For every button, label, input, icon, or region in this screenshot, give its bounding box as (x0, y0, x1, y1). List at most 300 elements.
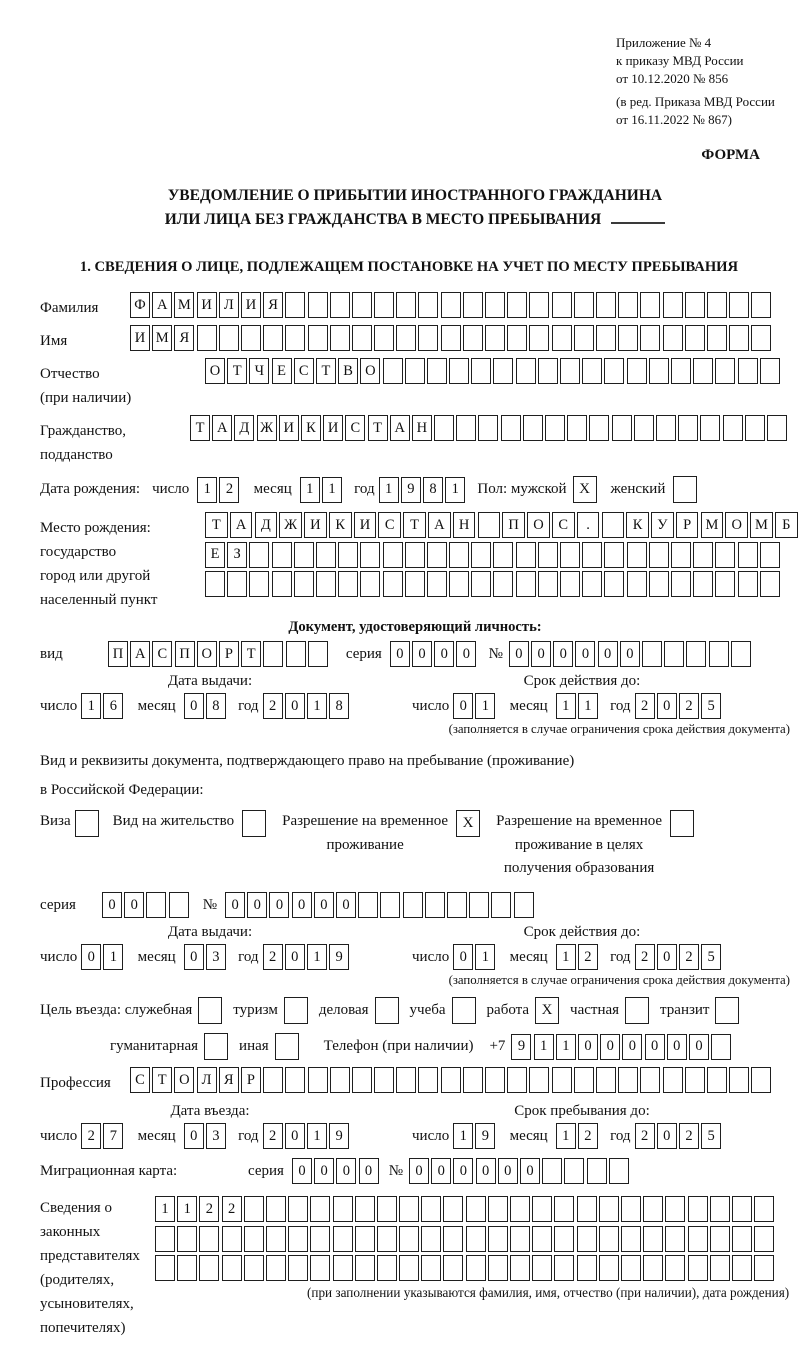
char-cell[interactable] (604, 542, 624, 568)
char-cell[interactable] (308, 641, 328, 667)
char-cell[interactable] (574, 325, 594, 351)
char-cell[interactable] (310, 1196, 330, 1222)
char-cell[interactable]: С (345, 415, 365, 441)
char-cell[interactable]: 0 (124, 892, 144, 918)
char-cell[interactable] (456, 415, 476, 441)
char-cell[interactable]: 1 (556, 693, 576, 719)
char-cell[interactable]: Ж (257, 415, 277, 441)
char-cell[interactable] (621, 1255, 641, 1281)
char-cell[interactable] (485, 1067, 505, 1093)
char-cell[interactable]: С (152, 641, 172, 667)
char-cell[interactable] (693, 542, 713, 568)
sex-female-checkbox[interactable] (673, 476, 697, 503)
char-cell[interactable] (560, 358, 580, 384)
char-cell[interactable] (383, 571, 403, 597)
char-cell[interactable]: 2 (635, 1123, 655, 1149)
char-cell[interactable] (507, 1067, 527, 1093)
char-cell[interactable] (686, 641, 706, 667)
char-cell[interactable] (383, 542, 403, 568)
char-cell[interactable] (538, 358, 558, 384)
sex-male-checkbox[interactable]: X (573, 476, 597, 503)
char-cell[interactable]: 0 (431, 1158, 451, 1184)
char-cell[interactable] (403, 892, 423, 918)
char-cell[interactable] (538, 542, 558, 568)
char-cell[interactable]: 0 (498, 1158, 518, 1184)
char-cell[interactable]: 0 (622, 1034, 642, 1060)
char-cell[interactable] (552, 1067, 572, 1093)
char-cell[interactable]: . (577, 512, 600, 538)
char-cell[interactable] (285, 325, 305, 351)
char-cell[interactable]: 1 (556, 944, 576, 970)
char-cell[interactable] (471, 358, 491, 384)
char-cell[interactable] (599, 1196, 619, 1222)
char-cell[interactable] (589, 415, 609, 441)
char-cell[interactable]: М (152, 325, 172, 351)
char-cell[interactable] (604, 358, 624, 384)
char-cell[interactable]: 0 (336, 1158, 356, 1184)
char-cell[interactable]: 5 (701, 944, 721, 970)
char-cell[interactable] (272, 571, 292, 597)
char-cell[interactable] (177, 1255, 197, 1281)
char-cell[interactable] (227, 571, 247, 597)
char-cell[interactable] (574, 292, 594, 318)
char-cell[interactable] (612, 415, 632, 441)
char-cell[interactable]: 1 (556, 1034, 576, 1060)
char-cell[interactable] (688, 1196, 708, 1222)
char-cell[interactable]: И (323, 415, 343, 441)
char-cell[interactable] (463, 292, 483, 318)
char-cell[interactable]: 2 (263, 693, 283, 719)
char-cell[interactable] (663, 292, 683, 318)
char-cell[interactable] (664, 641, 684, 667)
char-cell[interactable] (355, 1226, 375, 1252)
char-cell[interactable]: М (174, 292, 194, 318)
char-cell[interactable]: Д (255, 512, 278, 538)
char-cell[interactable] (493, 358, 513, 384)
char-cell[interactable] (738, 358, 758, 384)
char-cell[interactable]: О (360, 358, 380, 384)
char-cell[interactable] (405, 542, 425, 568)
char-cell[interactable] (671, 542, 691, 568)
char-cell[interactable]: П (108, 641, 128, 667)
char-cell[interactable] (285, 292, 305, 318)
char-cell[interactable] (621, 1226, 641, 1252)
char-cell[interactable] (434, 415, 454, 441)
char-cell[interactable] (715, 571, 735, 597)
char-cell[interactable] (266, 1226, 286, 1252)
char-cell[interactable] (488, 1255, 508, 1281)
char-cell[interactable] (219, 325, 239, 351)
char-cell[interactable]: Е (272, 358, 292, 384)
char-cell[interactable]: Т (152, 1067, 172, 1093)
char-cell[interactable]: Ж (279, 512, 302, 538)
char-cell[interactable] (732, 1226, 752, 1252)
char-cell[interactable] (665, 1226, 685, 1252)
char-cell[interactable] (485, 325, 505, 351)
char-cell[interactable] (330, 292, 350, 318)
char-cell[interactable]: 2 (199, 1196, 219, 1222)
char-cell[interactable] (760, 358, 780, 384)
char-cell[interactable]: 0 (81, 944, 101, 970)
char-cell[interactable]: И (354, 512, 377, 538)
char-cell[interactable] (582, 542, 602, 568)
char-cell[interactable] (643, 1226, 663, 1252)
purpose-study-checkbox[interactable] (452, 997, 476, 1024)
char-cell[interactable]: 0 (314, 1158, 334, 1184)
char-cell[interactable] (760, 542, 780, 568)
char-cell[interactable]: 0 (285, 944, 305, 970)
char-cell[interactable]: М (701, 512, 724, 538)
char-cell[interactable]: И (279, 415, 299, 441)
char-cell[interactable] (383, 358, 403, 384)
char-cell[interactable] (640, 292, 660, 318)
char-cell[interactable] (155, 1226, 175, 1252)
char-cell[interactable]: Т (403, 512, 426, 538)
char-cell[interactable] (421, 1196, 441, 1222)
char-cell[interactable]: У (651, 512, 674, 538)
char-cell[interactable]: О (725, 512, 748, 538)
char-cell[interactable]: Т (316, 358, 336, 384)
char-cell[interactable]: 0 (620, 641, 640, 667)
char-cell[interactable] (449, 571, 469, 597)
char-cell[interactable]: 2 (635, 693, 655, 719)
char-cell[interactable]: 0 (453, 693, 473, 719)
char-cell[interactable]: Р (241, 1067, 261, 1093)
char-cell[interactable]: 0 (657, 944, 677, 970)
char-cell[interactable] (754, 1196, 774, 1222)
char-cell[interactable] (627, 358, 647, 384)
char-cell[interactable] (685, 325, 705, 351)
char-cell[interactable] (649, 571, 669, 597)
char-cell[interactable] (205, 571, 225, 597)
char-cell[interactable]: 0 (509, 641, 529, 667)
char-cell[interactable]: С (552, 512, 575, 538)
char-cell[interactable]: 1 (475, 693, 495, 719)
char-cell[interactable]: 5 (701, 693, 721, 719)
char-cell[interactable] (478, 512, 501, 538)
char-cell[interactable] (263, 1067, 283, 1093)
char-cell[interactable] (507, 325, 527, 351)
char-cell[interactable] (609, 1158, 629, 1184)
char-cell[interactable] (640, 1067, 660, 1093)
char-cell[interactable]: 1 (307, 944, 327, 970)
char-cell[interactable] (663, 1067, 683, 1093)
char-cell[interactable] (560, 542, 580, 568)
char-cell[interactable] (542, 1158, 562, 1184)
char-cell[interactable] (529, 325, 549, 351)
char-cell[interactable] (449, 358, 469, 384)
char-cell[interactable]: 0 (453, 944, 473, 970)
char-cell[interactable] (693, 358, 713, 384)
char-cell[interactable] (627, 542, 647, 568)
char-cell[interactable] (197, 325, 217, 351)
char-cell[interactable] (493, 571, 513, 597)
char-cell[interactable] (754, 1255, 774, 1281)
purpose-business-checkbox[interactable] (375, 997, 399, 1024)
char-cell[interactable] (510, 1255, 530, 1281)
char-cell[interactable] (493, 542, 513, 568)
char-cell[interactable] (466, 1226, 486, 1252)
char-cell[interactable]: 0 (575, 641, 595, 667)
char-cell[interactable]: Т (368, 415, 388, 441)
char-cell[interactable] (663, 325, 683, 351)
char-cell[interactable]: 5 (701, 1123, 721, 1149)
char-cell[interactable]: 0 (314, 892, 334, 918)
char-cell[interactable] (441, 325, 461, 351)
char-cell[interactable]: 1 (81, 693, 101, 719)
char-cell[interactable]: И (130, 325, 150, 351)
char-cell[interactable] (352, 325, 372, 351)
char-cell[interactable]: 0 (531, 641, 551, 667)
char-cell[interactable] (715, 542, 735, 568)
char-cell[interactable] (491, 892, 511, 918)
char-cell[interactable]: 2 (679, 693, 699, 719)
char-cell[interactable] (731, 641, 751, 667)
char-cell[interactable] (554, 1255, 574, 1281)
char-cell[interactable] (427, 542, 447, 568)
char-cell[interactable] (538, 571, 558, 597)
char-cell[interactable] (599, 1226, 619, 1252)
char-cell[interactable] (360, 571, 380, 597)
char-cell[interactable] (685, 292, 705, 318)
char-cell[interactable]: 9 (511, 1034, 531, 1060)
char-cell[interactable]: С (378, 512, 401, 538)
char-cell[interactable]: 1 (578, 693, 598, 719)
char-cell[interactable] (199, 1255, 219, 1281)
char-cell[interactable] (599, 1255, 619, 1281)
char-cell[interactable] (443, 1196, 463, 1222)
char-cell[interactable]: Л (219, 292, 239, 318)
char-cell[interactable]: 1 (103, 944, 123, 970)
char-cell[interactable]: О (527, 512, 550, 538)
char-cell[interactable] (355, 1196, 375, 1222)
char-cell[interactable]: 1 (556, 1123, 576, 1149)
char-cell[interactable] (643, 1196, 663, 1222)
char-cell[interactable] (463, 1067, 483, 1093)
char-cell[interactable]: 1 (307, 693, 327, 719)
char-cell[interactable] (288, 1196, 308, 1222)
char-cell[interactable]: П (175, 641, 195, 667)
char-cell[interactable]: И (304, 512, 327, 538)
char-cell[interactable]: Ф (130, 292, 150, 318)
char-cell[interactable]: Н (412, 415, 432, 441)
char-cell[interactable]: З (227, 542, 247, 568)
char-cell[interactable]: Т (227, 358, 247, 384)
char-cell[interactable]: 0 (456, 641, 476, 667)
char-cell[interactable] (596, 325, 616, 351)
char-cell[interactable] (767, 415, 787, 441)
purpose-tourism-checkbox[interactable] (284, 997, 308, 1024)
char-cell[interactable] (249, 542, 269, 568)
char-cell[interactable] (272, 542, 292, 568)
char-cell[interactable] (485, 292, 505, 318)
char-cell[interactable] (577, 1255, 597, 1281)
char-cell[interactable] (688, 1226, 708, 1252)
char-cell[interactable] (469, 892, 489, 918)
char-cell[interactable]: С (294, 358, 314, 384)
char-cell[interactable]: А (428, 512, 451, 538)
char-cell[interactable] (405, 571, 425, 597)
char-cell[interactable]: 9 (329, 1123, 349, 1149)
char-cell[interactable] (374, 325, 394, 351)
char-cell[interactable] (516, 571, 536, 597)
char-cell[interactable] (478, 415, 498, 441)
char-cell[interactable] (523, 415, 543, 441)
char-cell[interactable] (510, 1196, 530, 1222)
char-cell[interactable]: 8 (206, 693, 226, 719)
char-cell[interactable]: 2 (578, 944, 598, 970)
char-cell[interactable] (567, 415, 587, 441)
char-cell[interactable] (582, 358, 602, 384)
char-cell[interactable]: 1 (453, 1123, 473, 1149)
char-cell[interactable]: 1 (445, 477, 465, 503)
char-cell[interactable]: 0 (657, 1123, 677, 1149)
char-cell[interactable] (516, 542, 536, 568)
char-cell[interactable] (443, 1226, 463, 1252)
char-cell[interactable] (751, 292, 771, 318)
char-cell[interactable]: 3 (206, 1123, 226, 1149)
char-cell[interactable] (199, 1226, 219, 1252)
char-cell[interactable] (671, 571, 691, 597)
char-cell[interactable] (338, 542, 358, 568)
char-cell[interactable]: 0 (292, 1158, 312, 1184)
char-cell[interactable] (146, 892, 166, 918)
char-cell[interactable] (380, 892, 400, 918)
char-cell[interactable] (308, 292, 328, 318)
char-cell[interactable] (338, 571, 358, 597)
char-cell[interactable]: 1 (300, 477, 320, 503)
char-cell[interactable]: Я (263, 292, 283, 318)
char-cell[interactable]: 3 (206, 944, 226, 970)
char-cell[interactable] (545, 415, 565, 441)
char-cell[interactable] (738, 571, 758, 597)
char-cell[interactable]: П (502, 512, 525, 538)
char-cell[interactable] (352, 292, 372, 318)
char-cell[interactable]: О (205, 358, 225, 384)
char-cell[interactable]: Р (676, 512, 699, 538)
option-temp-residence-checkbox[interactable]: X (456, 810, 480, 837)
option-residence-permit-checkbox[interactable] (242, 810, 266, 837)
char-cell[interactable] (352, 1067, 372, 1093)
char-cell[interactable]: И (197, 292, 217, 318)
char-cell[interactable] (471, 542, 491, 568)
char-cell[interactable]: Д (234, 415, 254, 441)
char-cell[interactable]: Б (775, 512, 798, 538)
char-cell[interactable]: 2 (219, 477, 239, 503)
char-cell[interactable] (249, 571, 269, 597)
char-cell[interactable] (532, 1255, 552, 1281)
char-cell[interactable]: 0 (336, 892, 356, 918)
char-cell[interactable]: 0 (225, 892, 245, 918)
char-cell[interactable] (582, 571, 602, 597)
char-cell[interactable]: М (750, 512, 773, 538)
char-cell[interactable] (656, 415, 676, 441)
char-cell[interactable] (529, 292, 549, 318)
char-cell[interactable]: 1 (322, 477, 342, 503)
char-cell[interactable] (604, 571, 624, 597)
char-cell[interactable]: 0 (269, 892, 289, 918)
char-cell[interactable] (244, 1196, 264, 1222)
purpose-official-checkbox[interactable] (198, 997, 222, 1024)
char-cell[interactable] (330, 1067, 350, 1093)
char-cell[interactable]: 7 (103, 1123, 123, 1149)
char-cell[interactable] (294, 542, 314, 568)
char-cell[interactable] (266, 1255, 286, 1281)
char-cell[interactable] (745, 415, 765, 441)
option-temp-residence-education-checkbox[interactable] (670, 810, 694, 837)
char-cell[interactable]: 0 (359, 1158, 379, 1184)
char-cell[interactable]: И (241, 292, 261, 318)
char-cell[interactable] (425, 892, 445, 918)
purpose-private-checkbox[interactable] (625, 997, 649, 1024)
char-cell[interactable]: О (197, 641, 217, 667)
char-cell[interactable]: Ч (249, 358, 269, 384)
char-cell[interactable] (310, 1255, 330, 1281)
char-cell[interactable] (596, 292, 616, 318)
char-cell[interactable]: 2 (679, 944, 699, 970)
char-cell[interactable] (418, 1067, 438, 1093)
char-cell[interactable] (471, 571, 491, 597)
char-cell[interactable] (310, 1226, 330, 1252)
char-cell[interactable] (685, 1067, 705, 1093)
char-cell[interactable]: 0 (102, 892, 122, 918)
char-cell[interactable]: К (329, 512, 352, 538)
char-cell[interactable]: А (390, 415, 410, 441)
char-cell[interactable] (266, 1196, 286, 1222)
char-cell[interactable] (316, 542, 336, 568)
char-cell[interactable] (441, 292, 461, 318)
char-cell[interactable]: Я (174, 325, 194, 351)
char-cell[interactable] (510, 1226, 530, 1252)
char-cell[interactable] (554, 1226, 574, 1252)
char-cell[interactable]: 0 (520, 1158, 540, 1184)
char-cell[interactable] (678, 415, 698, 441)
char-cell[interactable]: 0 (247, 892, 267, 918)
char-cell[interactable] (700, 415, 720, 441)
char-cell[interactable] (396, 292, 416, 318)
char-cell[interactable] (443, 1255, 463, 1281)
char-cell[interactable]: А (230, 512, 253, 538)
char-cell[interactable]: К (301, 415, 321, 441)
char-cell[interactable] (263, 325, 283, 351)
char-cell[interactable] (710, 1196, 730, 1222)
char-cell[interactable] (760, 571, 780, 597)
char-cell[interactable]: Е (205, 542, 225, 568)
char-cell[interactable] (441, 1067, 461, 1093)
char-cell[interactable] (577, 1196, 597, 1222)
char-cell[interactable] (288, 1255, 308, 1281)
char-cell[interactable] (707, 325, 727, 351)
char-cell[interactable]: 6 (103, 693, 123, 719)
char-cell[interactable]: 2 (263, 944, 283, 970)
char-cell[interactable] (732, 1196, 752, 1222)
char-cell[interactable]: 0 (667, 1034, 687, 1060)
char-cell[interactable]: 1 (475, 944, 495, 970)
char-cell[interactable] (665, 1255, 685, 1281)
char-cell[interactable] (501, 415, 521, 441)
char-cell[interactable]: 2 (679, 1123, 699, 1149)
purpose-other-checkbox[interactable] (275, 1033, 299, 1060)
char-cell[interactable]: А (152, 292, 172, 318)
char-cell[interactable]: 0 (412, 641, 432, 667)
char-cell[interactable] (358, 892, 378, 918)
char-cell[interactable] (514, 892, 534, 918)
purpose-transit-checkbox[interactable] (715, 997, 739, 1024)
char-cell[interactable]: 1 (307, 1123, 327, 1149)
char-cell[interactable] (285, 1067, 305, 1093)
char-cell[interactable] (688, 1255, 708, 1281)
char-cell[interactable] (427, 358, 447, 384)
